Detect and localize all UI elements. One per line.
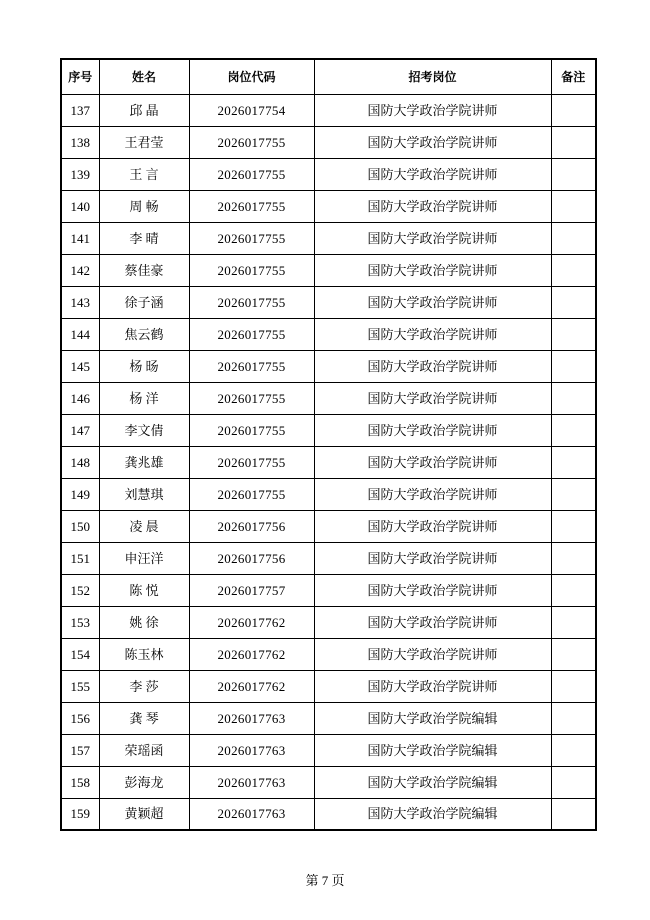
name-cell: 焦云鹤	[99, 318, 189, 350]
table-row	[61, 190, 596, 222]
code-cell: 2026017755	[189, 126, 314, 158]
serial-cell: 151	[61, 542, 99, 574]
remark-cell	[551, 350, 596, 382]
table-body	[61, 94, 596, 830]
serial-cell: 154	[61, 638, 99, 670]
name-cell: 李文倩	[99, 414, 189, 446]
table-row	[61, 222, 596, 254]
position-cell: 国防大学政治学院编辑	[314, 798, 551, 830]
name-cell: 彭海龙	[99, 766, 189, 798]
table-row	[61, 382, 596, 414]
name-cell: 陈玉林	[99, 638, 189, 670]
header-code: 岗位代码	[189, 59, 314, 94]
code-cell: 2026017755	[189, 222, 314, 254]
name-cell: 王君莹	[99, 126, 189, 158]
remark-cell	[551, 574, 596, 606]
serial-cell: 153	[61, 606, 99, 638]
serial-cell: 156	[61, 702, 99, 734]
name-cell: 刘慧琪	[99, 478, 189, 510]
position-cell: 国防大学政治学院讲师	[314, 414, 551, 446]
table-row	[61, 158, 596, 190]
table-row	[61, 478, 596, 510]
table-row	[61, 638, 596, 670]
remark-cell	[551, 478, 596, 510]
code-cell: 2026017755	[189, 318, 314, 350]
serial-cell: 152	[61, 574, 99, 606]
name-cell: 荣瑶函	[99, 734, 189, 766]
remark-cell	[551, 414, 596, 446]
remark-cell	[551, 318, 596, 350]
table-row	[61, 94, 596, 126]
name-cell: 凌 晨	[99, 510, 189, 542]
code-cell: 2026017755	[189, 478, 314, 510]
position-cell: 国防大学政治学院讲师	[314, 606, 551, 638]
code-cell: 2026017756	[189, 542, 314, 574]
code-cell: 2026017762	[189, 606, 314, 638]
table-row	[61, 286, 596, 318]
serial-cell: 142	[61, 254, 99, 286]
name-cell: 李 晴	[99, 222, 189, 254]
serial-cell: 148	[61, 446, 99, 478]
code-cell: 2026017755	[189, 382, 314, 414]
remark-cell	[551, 222, 596, 254]
code-cell: 2026017755	[189, 286, 314, 318]
remark-cell	[551, 638, 596, 670]
serial-cell: 141	[61, 222, 99, 254]
serial-cell: 143	[61, 286, 99, 318]
remark-cell	[551, 510, 596, 542]
table-row	[61, 446, 596, 478]
remark-cell	[551, 126, 596, 158]
table-row	[61, 318, 596, 350]
roster-table-container	[60, 58, 597, 831]
name-cell: 黄颖超	[99, 798, 189, 830]
position-cell: 国防大学政治学院编辑	[314, 766, 551, 798]
remark-cell	[551, 702, 596, 734]
code-cell: 2026017755	[189, 158, 314, 190]
code-cell: 2026017757	[189, 574, 314, 606]
remark-cell	[551, 158, 596, 190]
name-cell: 申汪洋	[99, 542, 189, 574]
table-row	[61, 126, 596, 158]
serial-cell: 144	[61, 318, 99, 350]
table-row	[61, 798, 596, 830]
remark-cell	[551, 94, 596, 126]
code-cell: 2026017755	[189, 254, 314, 286]
serial-cell: 140	[61, 190, 99, 222]
name-cell: 姚 徐	[99, 606, 189, 638]
remark-cell	[551, 766, 596, 798]
code-cell: 2026017755	[189, 414, 314, 446]
name-cell: 王 言	[99, 158, 189, 190]
code-cell: 2026017763	[189, 766, 314, 798]
table-row	[61, 542, 596, 574]
position-cell: 国防大学政治学院讲师	[314, 478, 551, 510]
remark-cell	[551, 606, 596, 638]
remark-cell	[551, 382, 596, 414]
position-cell: 国防大学政治学院讲师	[314, 94, 551, 126]
position-cell: 国防大学政治学院讲师	[314, 542, 551, 574]
name-cell: 龚 琴	[99, 702, 189, 734]
position-cell: 国防大学政治学院讲师	[314, 318, 551, 350]
header-name: 姓名	[99, 59, 189, 94]
header-remark: 备注	[551, 59, 596, 94]
code-cell: 2026017763	[189, 734, 314, 766]
serial-cell: 145	[61, 350, 99, 382]
table-row	[61, 606, 596, 638]
remark-cell	[551, 542, 596, 574]
serial-cell: 138	[61, 126, 99, 158]
remark-cell	[551, 670, 596, 702]
recruitment-roster-table	[60, 58, 597, 831]
name-cell: 徐子涵	[99, 286, 189, 318]
table-row	[61, 670, 596, 702]
position-cell: 国防大学政治学院讲师	[314, 286, 551, 318]
table-row	[61, 254, 596, 286]
code-cell: 2026017754	[189, 94, 314, 126]
code-cell: 2026017763	[189, 798, 314, 830]
table-row	[61, 766, 596, 798]
position-cell: 国防大学政治学院讲师	[314, 670, 551, 702]
table-row	[61, 574, 596, 606]
serial-cell: 159	[61, 798, 99, 830]
table-row	[61, 414, 596, 446]
serial-cell: 146	[61, 382, 99, 414]
position-cell: 国防大学政治学院讲师	[314, 254, 551, 286]
position-cell: 国防大学政治学院讲师	[314, 222, 551, 254]
serial-cell: 158	[61, 766, 99, 798]
serial-cell: 157	[61, 734, 99, 766]
position-cell: 国防大学政治学院讲师	[314, 350, 551, 382]
serial-cell: 155	[61, 670, 99, 702]
remark-cell	[551, 190, 596, 222]
code-cell: 2026017763	[189, 702, 314, 734]
table-row	[61, 510, 596, 542]
code-cell: 2026017756	[189, 510, 314, 542]
name-cell: 李 莎	[99, 670, 189, 702]
remark-cell	[551, 446, 596, 478]
name-cell: 龚兆雄	[99, 446, 189, 478]
page-number: 第 7 页	[305, 873, 345, 888]
position-cell: 国防大学政治学院编辑	[314, 734, 551, 766]
name-cell: 蔡佳豪	[99, 254, 189, 286]
remark-cell	[551, 734, 596, 766]
position-cell: 国防大学政治学院编辑	[314, 702, 551, 734]
table-row	[61, 350, 596, 382]
remark-cell	[551, 254, 596, 286]
remark-cell	[551, 286, 596, 318]
header-serial: 序号	[61, 59, 99, 94]
serial-cell: 150	[61, 510, 99, 542]
position-cell: 国防大学政治学院讲师	[314, 574, 551, 606]
position-cell: 国防大学政治学院讲师	[314, 158, 551, 190]
code-cell: 2026017755	[189, 190, 314, 222]
name-cell: 陈 悦	[99, 574, 189, 606]
position-cell: 国防大学政治学院讲师	[314, 446, 551, 478]
table-row	[61, 702, 596, 734]
serial-cell: 139	[61, 158, 99, 190]
serial-cell: 147	[61, 414, 99, 446]
header-row	[61, 59, 596, 94]
position-cell: 国防大学政治学院讲师	[314, 126, 551, 158]
position-cell: 国防大学政治学院讲师	[314, 382, 551, 414]
name-cell: 邱 晶	[99, 94, 189, 126]
position-cell: 国防大学政治学院讲师	[314, 638, 551, 670]
position-cell: 国防大学政治学院讲师	[314, 510, 551, 542]
code-cell: 2026017762	[189, 638, 314, 670]
serial-cell: 137	[61, 94, 99, 126]
name-cell: 杨 旸	[99, 350, 189, 382]
name-cell: 杨 洋	[99, 382, 189, 414]
code-cell: 2026017755	[189, 350, 314, 382]
header-position: 招考岗位	[314, 59, 551, 94]
serial-cell: 149	[61, 478, 99, 510]
position-cell: 国防大学政治学院讲师	[314, 190, 551, 222]
code-cell: 2026017762	[189, 670, 314, 702]
name-cell: 周 畅	[99, 190, 189, 222]
table-row	[61, 734, 596, 766]
code-cell: 2026017755	[189, 446, 314, 478]
table-header	[61, 59, 596, 94]
remark-cell	[551, 798, 596, 830]
